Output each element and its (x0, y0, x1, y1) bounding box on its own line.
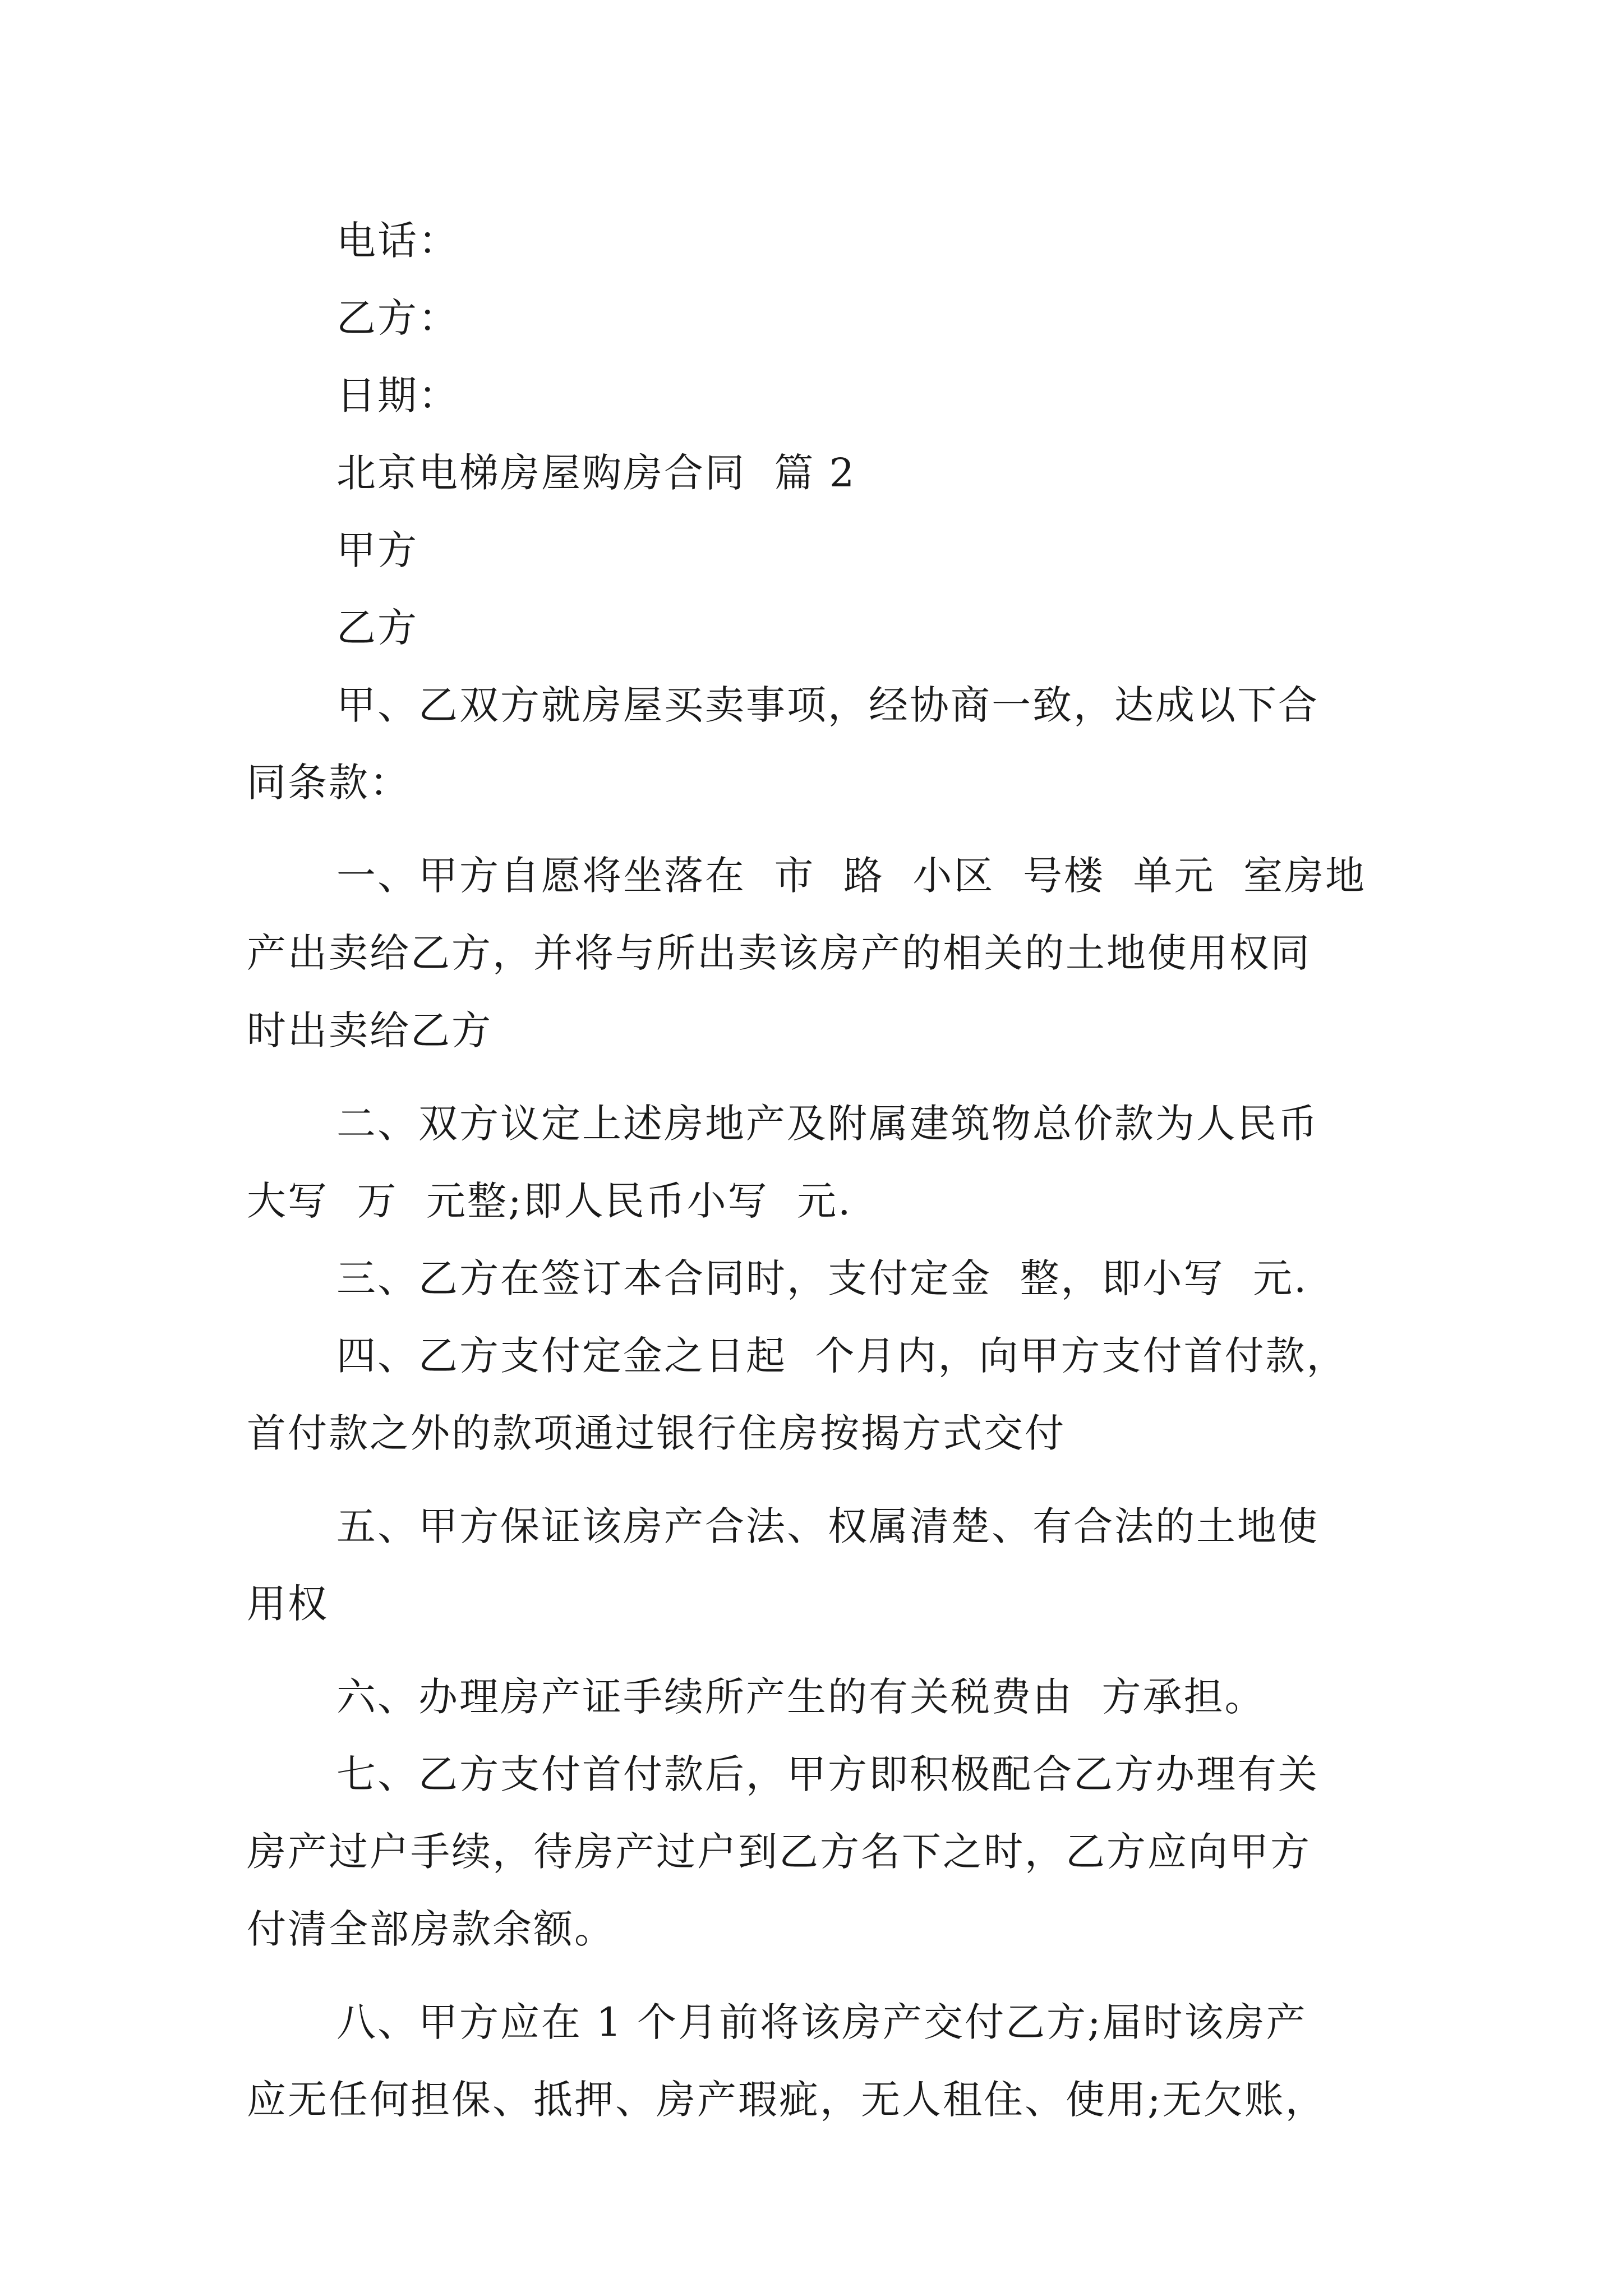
paragraph-intro-line-1: 甲、乙双方就房屋买卖事项，经协商一致，达成以下合 (336, 682, 1319, 728)
clause-4-line-2: 首付款之外的款项通过银行住房按揭方式交付 (247, 1410, 1066, 1456)
clause-5-line-1: 五、甲方保证该房产合法、权属清楚、有合法的土地使 (336, 1503, 1319, 1549)
paragraph-gap (247, 1968, 1385, 1984)
clause-1-line-2: 产出卖给乙方，并将与所出卖该房产的相关的土地使用权同 (247, 930, 1311, 976)
clause-4-line-1: 四、乙方支付定金之日起 个月内，向甲方支付首付款， (336, 1333, 1348, 1379)
clause-2-line-2: 大写 万 元整;即人民币小写 元. (247, 1178, 852, 1224)
paragraph-gap (247, 1642, 1385, 1658)
clause-2-line-1: 二、双方议定上述房地产及附属建筑物总价款为人民币 (336, 1101, 1319, 1147)
document-body (247, 202, 1385, 2138)
clause-7-line-2: 房产过户手续，待房产过户到乙方名下之时，乙方应向甲方 (247, 1829, 1311, 1875)
paragraph-intro-line-2: 同条款： (247, 760, 411, 806)
clause-1-line-1: 一、甲方自愿将坐落在 市 路 小区 号楼 单元 室房地 (336, 853, 1367, 899)
text-line-party-a-label: 甲方 (336, 527, 418, 573)
text-line-party-b-label: 乙方 (336, 605, 418, 651)
text-line-phone: 电话： (336, 218, 459, 264)
clause-5-line-2: 用权 (247, 1581, 329, 1627)
contract-title: 北京电梯房屋购房合同 篇 2 (336, 450, 856, 496)
paragraph-gap (247, 1069, 1385, 1085)
text-line-party-b: 乙方： (336, 295, 459, 341)
text-line-date: 日期： (336, 372, 459, 418)
clause-8-line-2: 应无任何担保、抵押、房产瑕疵，无人租住、使用;无欠账， (247, 2077, 1326, 2123)
clause-7-line-3: 付清全部房款余额。 (247, 1906, 615, 1952)
paragraph-gap (247, 821, 1385, 837)
clause-6-line-1: 六、办理房产证手续所产生的有关税费由 方承担。 (336, 1674, 1266, 1720)
clause-8-line-1: 八、甲方应在 1 个月前将该房产交付乙方;届时该房产 (336, 1999, 1307, 2045)
clause-3-line-1: 三、乙方在签订本合同时，支付定金 整，即小写 元. (336, 1255, 1308, 1301)
clause-7-line-1: 七、乙方支付首付款后，甲方即积极配合乙方办理有关 (336, 1751, 1319, 1797)
paragraph-gap (247, 1472, 1385, 1488)
clause-1-line-3: 时出卖给乙方 (247, 1007, 492, 1053)
